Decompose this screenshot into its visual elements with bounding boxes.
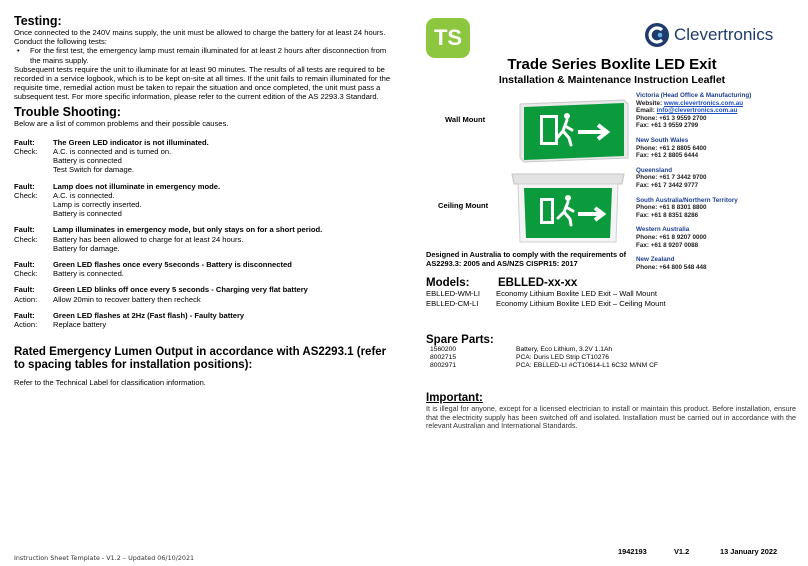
vic-phone: Phone: +61 3 9559 2700 — [636, 114, 707, 122]
contact-qld — [636, 167, 806, 190]
spacer — [14, 209, 53, 218]
testing-bullet: • For the first test, the emergency lamp must remain illuminated for at least 2 hours after disconnection from the mains supply. — [14, 46, 392, 64]
spacer — [14, 165, 53, 174]
contact-nz — [636, 256, 806, 271]
fault-label: Fault: — [14, 310, 35, 320]
spare-part-desc: PCA: EBLLED-LI #CT10614-L1 6C32 M/NM CF — [516, 362, 658, 370]
clevertronics-logo-icon — [644, 22, 670, 48]
wa-phone: Phone: +61 8 9207 0000 — [636, 233, 707, 241]
nsw-phone: Phone: +61 2 8805 6400 — [636, 144, 707, 152]
fault-label: Fault: — [14, 285, 35, 295]
trouble-intro: Below are a list of common problems and their possible causes. — [14, 118, 229, 128]
check-line: Battery is connected — [53, 209, 122, 219]
left-column — [14, 14, 392, 387]
fault-title: Green LED flashes once every 5seconds - Battery is disconnected — [53, 260, 292, 270]
contact-nsw — [636, 137, 806, 160]
qld-phone: Phone: +61 7 3442 9700 — [636, 174, 707, 182]
spare-part-row — [430, 362, 730, 370]
check-line: Allow 20min to recover battery then recheck — [53, 294, 201, 304]
fault-label: Fault: — [14, 260, 35, 270]
vic-fax: Fax: +61 3 9559 2799 — [636, 122, 699, 130]
check-label: Action: — [14, 294, 38, 304]
fault-item — [14, 182, 392, 219]
fault-label: Fault: — [14, 181, 35, 191]
fault-label: Fault: — [14, 225, 35, 235]
spare-parts-list — [430, 346, 730, 371]
fault-title: Lamp illuminates in emergency mode, but only stays on for a short period. — [53, 225, 323, 235]
check-label: Check: — [14, 147, 38, 157]
fault-label: Fault: — [14, 137, 35, 147]
fault-item — [14, 225, 392, 253]
compliance-statement: Designed in Australia to comply with the requirements of AS2293.3: 2005 and AS/NZS CISPR15: 2017 — [426, 250, 627, 268]
region-nz: New Zealand — [636, 256, 675, 264]
region-nsw: New South Wales — [636, 136, 689, 144]
fault-item — [14, 285, 392, 303]
models-code: EBLLED-xx-xx — [498, 277, 578, 289]
nsw-fax: Fax: +61 2 8805 6444 — [636, 152, 699, 160]
page-title: Trade Series Boxlite LED Exit — [507, 56, 717, 73]
fault-title: Green LED flashes at 2Hz (Fast flash) - Faulty battery — [53, 310, 245, 320]
check-line: Battery for damage. — [53, 243, 120, 253]
model-desc: Economy Lithium Boxlite LED Exit – Wall Mount — [496, 289, 657, 298]
spare-part-desc: Battery, Eco Lithium, 3.2V 1.1Ah — [516, 346, 613, 353]
fault-title: Green LED blinks off once every 5 seconds - Charging very flat battery — [53, 285, 308, 295]
ceiling-mount-label: Ceiling Mount — [438, 201, 489, 210]
lumen-heading: Rated Emergency Lumen Output in accordance with AS2293.1 (refer to spacing tables for installation positions): — [14, 346, 387, 372]
sa-fax: Fax: +61 8 8351 8286 — [636, 211, 699, 219]
testing-heading: Testing: — [14, 14, 62, 28]
fault-item — [14, 260, 392, 278]
models-list — [426, 289, 686, 309]
ts-logo: TS — [426, 18, 470, 58]
region-wa: Western Australia — [636, 226, 690, 234]
clevertronics-wordmark: Clevertronics — [674, 25, 774, 44]
model-code: EBLLED-WM-LI — [426, 289, 481, 298]
check-label: Check: — [14, 234, 38, 244]
spacer — [14, 156, 53, 165]
check-line: Battery is connected — [53, 156, 122, 166]
fault-list — [14, 138, 392, 329]
website-link[interactable]: www.clevertronics.com.au — [663, 99, 744, 107]
ceiling-mount-exit-sign-image — [508, 172, 628, 246]
email-label: Email: — [636, 107, 657, 115]
testing-intro: Once connected to the 240V mains supply, the unit must be allowed to charge the battery for at least 24 hours. Conduct the following tests: — [14, 28, 386, 47]
spare-part-code: 1560200 — [430, 346, 457, 353]
footer-template-version: Instruction Sheet Template - V1.2 – Updated 06/10/2021 — [14, 554, 195, 562]
spacer — [14, 244, 53, 253]
model-row — [426, 289, 686, 299]
clevertronics-logo — [644, 21, 773, 49]
important-heading: Important: — [426, 392, 483, 404]
wall-mount-exit-sign-image — [512, 98, 630, 164]
check-line: Test Switch for damage. — [53, 165, 135, 175]
contact-list — [636, 92, 806, 278]
important-body: It is illegal for anyone, except for a licensed electrician to install or maintain this product. Before installation, ensure that the electricity supply has been switched off and isolated. Installation must be carried out in accordance with the relevant Australian and International Standards. — [426, 404, 796, 431]
spare-part-row — [430, 354, 730, 362]
wall-mount-label: Wall Mount — [445, 115, 486, 124]
footer-version: V1.2 — [674, 547, 690, 556]
spare-part-code: 8002971 — [430, 362, 457, 370]
check-line: Lamp is correctly inserted. — [53, 200, 142, 210]
region-victoria: Victoria (Head Office & Manufacturing) — [636, 92, 752, 99]
check-label: Check: — [14, 190, 38, 200]
contact-victoria — [636, 92, 806, 130]
nz-phone: Phone: +64 800 548 448 — [636, 263, 707, 271]
contact-wa — [636, 226, 806, 249]
fault-item — [14, 138, 392, 175]
footer-doc-number: 1942193 — [618, 547, 647, 556]
models-heading: Models: — [426, 277, 470, 289]
website-label: Website: — [636, 99, 664, 107]
check-line: A.C. is connected and is turned on. — [53, 147, 172, 157]
footer-date: 13 January 2022 — [720, 547, 778, 556]
page-subtitle: Installation & Maintenance Instruction Leaflet — [498, 74, 726, 86]
check-line: Battery has been allowed to charge for at least 24 hours. — [53, 234, 244, 244]
wa-fax: Fax: +61 8 9207 0088 — [636, 241, 699, 249]
fault-title: The Green LED indicator is not illuminated. — [53, 137, 209, 147]
model-code: EBLLED-CM-LI — [426, 299, 479, 308]
spacer — [14, 200, 53, 209]
testing-body: Subsequent tests require the unit to illuminate for at least 90 minutes. The results of all tests are required to be recorded in a service logbook, which is to be kept on-site at all times. If the unit fails to remain illuminated for the requisite time, remedial action must be taken to repair the situation and once completed, the unit must pass a subsequent test. For more specific information, please refer to the current edition of the AS 2293.3 Standard. — [14, 64, 391, 102]
spare-parts-heading: Spare Parts: — [426, 334, 494, 346]
check-line: A.C. is connected. — [53, 190, 115, 200]
sa-phone: Phone: +61 8 8301 8800 — [636, 204, 707, 212]
lumen-note: Refer to the Technical Label for classification information. — [14, 378, 206, 388]
check-line: Battery is connected. — [53, 269, 124, 279]
check-line: Replace battery — [53, 320, 107, 330]
fault-item — [14, 311, 392, 329]
spare-part-code: 8002715 — [430, 354, 457, 362]
email-link[interactable]: info@clevertronics.com.au — [656, 107, 738, 115]
spare-part-row — [430, 346, 730, 354]
fault-title: Lamp does not illuminate in emergency mode. — [53, 181, 221, 191]
region-qld: Queensland — [636, 166, 673, 174]
region-sa: South Australia/Northern Territory — [636, 196, 738, 204]
model-row — [426, 299, 686, 309]
spare-part-desc: PCA: Duris LED Strip CT10276 — [516, 354, 609, 362]
trouble-heading: Trouble Shooting: — [14, 104, 121, 119]
check-label: Action: — [14, 320, 38, 330]
contact-sa — [636, 197, 806, 220]
model-desc: Economy Lithium Boxlite LED Exit – Ceiling Mount — [496, 299, 666, 308]
check-label: Check: — [14, 269, 38, 279]
qld-fax: Fax: +61 7 3442 9777 — [636, 181, 699, 189]
